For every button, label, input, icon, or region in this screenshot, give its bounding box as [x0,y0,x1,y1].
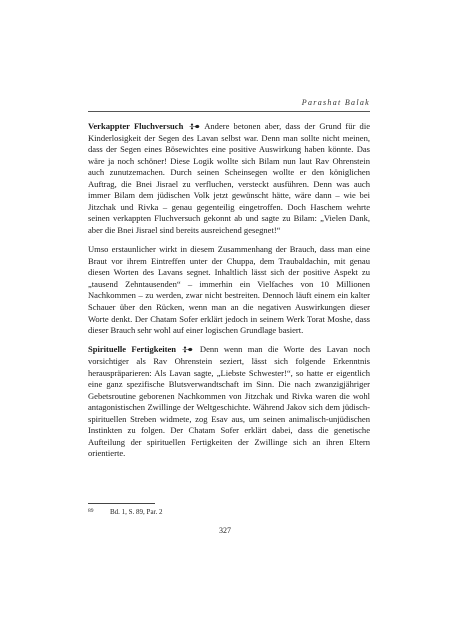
paragraph-3-lead: Spirituelle Fertigkeiten [88,344,177,355]
hand-pointer-ornament-icon [182,346,193,353]
footnote-rule [88,503,155,504]
paragraph-2 [88,244,370,336]
paragraph-1-text: Andere betonen aber, dass der Grund für die Kinderlosigkeit der Segen des Lavan selbst war. Denn man sollte nicht meinen, dass der Segen eines Bösewichtes eine positive Auswirkung haben könnte. Das wäre ja noch schöner! Diese Logik wollte sich Bilam nun laut Rav Ohrenstein auch zunutzemachen. Durch seinen Scheinsegen wollte er den königlichen Auftrag, die Bnei Jisrael zu verfluchen, versteckt ausführen. Denn was auch immer Bilam dem jüdischen Volk jetzt gewünscht hätte, wäre dann – wie bei Jitzchak und Rivka – genau gegenteilig eingetroffen. Doch Haschem wehrte seinen verkappten Fluchversuch gekonnt ab und sagte zu Bilam: „Vielen Dank, aber die Bnei Jisrael sind bereits ausreichend gesegnet!“ [88,121,370,235]
footnote-number: 89 [88,508,94,514]
paragraph-3 [88,344,370,459]
paragraph-3-text: Denn wenn man die Worte des Lavan noch vorsichtiger als Rav Ohrenstein seziert, lässt sich folgende Erkenntnis herauspräparieren: Als Lavan sagte, „Liebste Schwester!“, so hatte er eigentlich eine ganz spezifische Blutsverwandtschaft im Sinn. Die nach zwanzigjähriger Gebetsroutine geborenen Nachkommen von Jitzchak und Rivka waren die wohl antagonistischen Zwillinge der Weltgeschichte. Während Jakov sich dem jüdisch-spirituellen Streben widmete, zog Esav aus, um seinen animalisch-unjüdischen Instinkten zu folgen. Der Chatam Sofer erklärt dabei, dass die genetische Aufteilung der spirituellen Fertigkeiten der Zwillinge sich an ihren Eltern orientierte. [88,344,370,459]
body-text [88,121,370,468]
header-rule [88,111,370,112]
footnote-text: Bd. 1, S. 89, Par. 2 [110,508,163,516]
running-header: Parashat Balak [301,98,370,107]
page-number: 327 [219,526,231,535]
hand-pointer-ornament-icon [189,123,200,130]
paragraph-1-lead: Verkappter Fluchversuch [88,121,184,131]
paragraph-2-text: Umso erstaunlicher wirkt in diesem Zusammenhang der Brauch, dass man eine Braut vor ihrem Eintreffen unter der Chuppa, dem Traubaldachin, mit genau diesen Worten des Lavans segnet. Inhaltlich lässt sich der positive Aspekt zu „tausend Zehntausenden“ – immerhin ein Vielfaches von 10 Millionen Nachkommen – zu werden, zwar nicht bestreiten. Dennoch läuft einem ein kalter Schauer über den Rücken, wenn man an die negativen Auswirkungen dieser Worte denkt. Der Chatam Sofer erklärt jedoch in seinem Werk Torat Moshe, dass dieser Brauch sehr wohl auf einer logischen Grundlage basiert. [88,244,370,336]
paragraph-1 [88,121,370,236]
footnote [88,508,163,516]
